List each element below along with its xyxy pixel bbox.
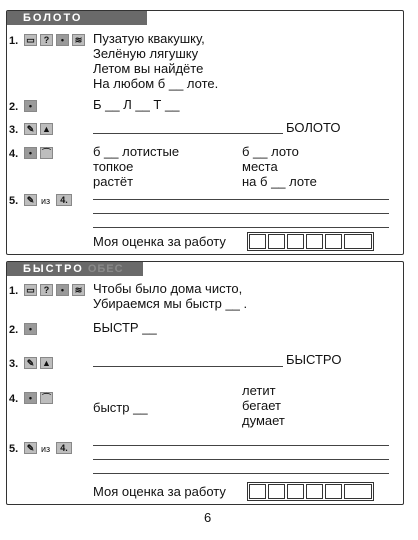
dot-icon: • — [24, 323, 37, 335]
pencil-icon: ✎ — [24, 442, 37, 454]
answer-line[interactable] — [93, 366, 283, 367]
word-column-left — [93, 400, 148, 415]
pencil-icon: ✎ — [24, 357, 37, 369]
answer-line[interactable] — [93, 213, 389, 214]
poem-line: Убираемся мы быстр __ . — [93, 296, 248, 311]
task-ref-badge: 4. — [56, 442, 72, 454]
word-column-left — [93, 144, 179, 189]
answer-line[interactable] — [93, 199, 389, 200]
score-box[interactable] — [344, 484, 372, 499]
target-word: БЫСТРО — [286, 352, 342, 367]
exercise-card-boloto — [6, 10, 404, 255]
page-number: 6 — [204, 510, 212, 525]
task-number: 5. — [9, 195, 19, 207]
word: на б __ лоте — [242, 174, 317, 189]
score-box[interactable] — [344, 234, 372, 249]
book-icon: ▭ — [24, 34, 37, 46]
question-icon: ? — [40, 34, 53, 46]
poem-line: Пузатую квакушку, — [93, 31, 205, 46]
score-boxes[interactable] — [247, 232, 374, 251]
score-boxes[interactable] — [247, 482, 374, 501]
task-number: 2. — [9, 324, 19, 336]
dot-icon: • — [24, 100, 37, 112]
score-box[interactable] — [268, 234, 285, 249]
book-icon: ▭ — [24, 284, 37, 296]
dot-icon: • — [56, 284, 69, 296]
dot-icon: • — [24, 147, 37, 159]
poem-line: Чтобы было дома чисто, — [93, 281, 243, 296]
word: б __ лотистые — [93, 144, 180, 159]
card-title — [7, 11, 147, 25]
score-box[interactable] — [287, 234, 304, 249]
score-box[interactable] — [306, 234, 323, 249]
task-number: 1. — [9, 35, 19, 47]
question-icon: ? — [40, 284, 53, 296]
answer-line[interactable] — [93, 473, 389, 474]
arc-icon: ⌒ — [41, 393, 51, 403]
answer-line[interactable] — [93, 445, 389, 446]
score-box[interactable] — [249, 234, 266, 249]
score-box[interactable] — [306, 484, 323, 499]
pencil-icon: ✎ — [24, 123, 37, 135]
dot-icon: • — [24, 392, 37, 404]
word: думает — [242, 413, 285, 428]
word: летит — [242, 383, 276, 398]
reading-icon: ≋ — [72, 34, 85, 46]
arc-icon: ⌒ — [41, 148, 51, 158]
exercise-card-bystro — [6, 261, 404, 505]
score-box[interactable] — [268, 484, 285, 499]
score-box[interactable] — [287, 484, 304, 499]
word: места — [242, 159, 278, 174]
poem-line: На любом б __ лоте. — [93, 76, 219, 91]
task-ref-badge: 4. — [56, 194, 72, 206]
reading-icon: ≋ — [72, 284, 85, 296]
warning-icon: ▲ — [40, 123, 53, 135]
word: б __ лото — [242, 144, 299, 159]
word-pattern: Б __ Л __ Т __ — [93, 97, 180, 112]
poem — [93, 281, 247, 311]
task-number: 2. — [9, 101, 19, 113]
answer-line[interactable] — [93, 227, 389, 228]
score-label: Моя оценка за работу — [93, 484, 226, 499]
score-label: Моя оценка за работу — [93, 234, 226, 249]
poem — [93, 31, 218, 91]
task-number: 1. — [9, 285, 19, 297]
task-number: 3. — [9, 358, 19, 370]
answer-line[interactable] — [93, 133, 283, 134]
word-column-right — [242, 383, 285, 428]
task-number: 3. — [9, 124, 19, 136]
task-number: 5. — [9, 443, 19, 455]
warning-icon: ▲ — [40, 357, 53, 369]
answer-line[interactable] — [93, 459, 389, 460]
task-number: 4. — [9, 393, 19, 405]
word: быстр __ — [93, 400, 148, 415]
score-box[interactable] — [325, 234, 342, 249]
poem-line: Зелёную лягушку — [93, 46, 199, 61]
word: бегает — [242, 398, 281, 413]
from-label: из — [41, 444, 51, 454]
word-column-right — [242, 144, 317, 189]
card-title-text: БОЛОТО — [23, 12, 83, 24]
target-word: БОЛОТО — [286, 120, 341, 135]
score-box[interactable] — [249, 484, 266, 499]
word: растёт — [93, 174, 134, 189]
score-box[interactable] — [325, 484, 342, 499]
card-title-ghost: ОБЕС — [87, 263, 124, 275]
card-title — [7, 262, 143, 276]
card-title-text: БЫСТРО — [23, 263, 84, 275]
task-number: 4. — [9, 148, 19, 160]
word: топкое — [93, 159, 134, 174]
poem-line: Летом вы найдёте — [93, 61, 204, 76]
word-pattern: БЫСТР __ — [93, 320, 157, 335]
pencil-icon: ✎ — [24, 194, 37, 206]
from-label: из — [41, 196, 51, 206]
dot-icon: • — [56, 34, 69, 46]
